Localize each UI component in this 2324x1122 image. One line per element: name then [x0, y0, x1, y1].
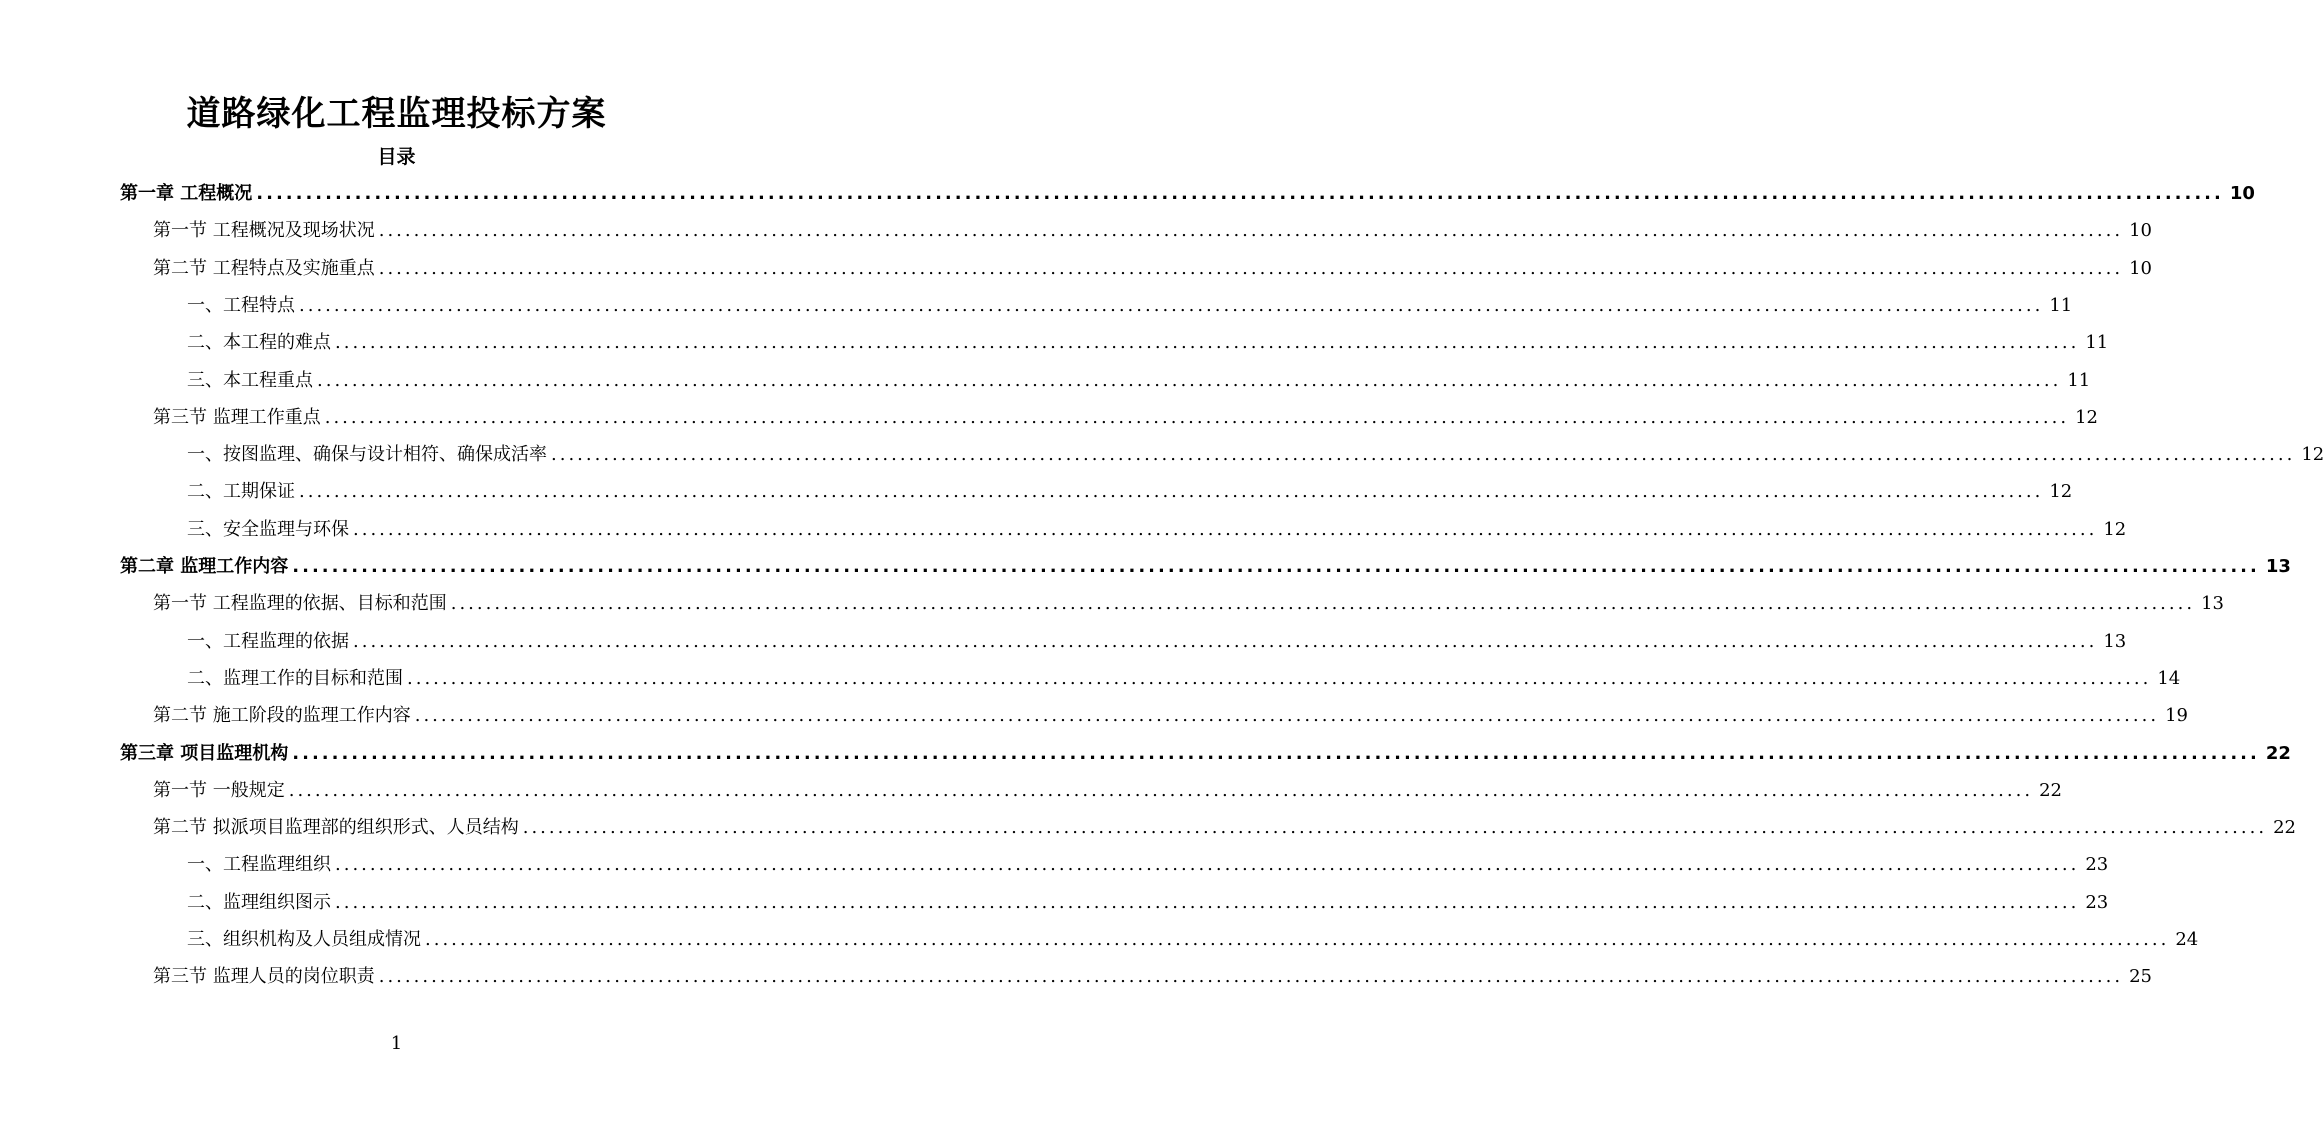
toc-entry-label: 三、组织机构及人员组成情况 — [187, 929, 421, 950]
toc-entry-page: 11 — [2067, 369, 2091, 391]
toc-dot-leader: ........................................................................................................................................................................................................ — [414, 705, 2160, 727]
toc-entry-label: 第一章 工程概况 — [120, 183, 253, 204]
toc-entry-page: 10 — [2229, 183, 2255, 204]
toc-section-entry[interactable] — [153, 399, 2098, 436]
toc-entry-page: 13 — [2265, 556, 2291, 577]
toc-entry-page: 24 — [2175, 929, 2199, 950]
toc-dot-leader: ........................................................................................................................................................................................................ — [299, 481, 2044, 503]
toc-section-entry[interactable] — [153, 212, 2152, 249]
toc-entry-label: 一、工程特点 — [187, 294, 295, 316]
toc-section-entry[interactable] — [153, 958, 2152, 995]
toc-entry-page: 13 — [2103, 630, 2127, 652]
toc-entry-page: 13 — [2201, 593, 2224, 615]
toc-entry-page: 25 — [2129, 966, 2152, 988]
toc-dot-leader: ........................................................................................................................................................................................................ — [353, 518, 2098, 540]
toc-section-entry[interactable] — [153, 585, 2224, 622]
toc-entry-label: 第二章 监理工作内容 — [120, 556, 289, 577]
toc-dot-leader: ........................................................................................................................................................................................................ — [450, 593, 2196, 615]
toc-entry-label: 第三节 监理工作重点 — [153, 406, 321, 428]
toc-section-entry[interactable] — [153, 250, 2152, 287]
toc-subsection-entry[interactable] — [187, 287, 2073, 324]
toc-entry-page: 22 — [2039, 779, 2062, 801]
toc-entry-label: 第一节 工程概况及现场状况 — [153, 220, 375, 242]
page-number: 1 — [390, 1033, 403, 1054]
toc-entry-label: 一、工程监理组织 — [187, 854, 331, 876]
toc-dot-leader: ........................................................................................................................................................................................................ — [353, 630, 2098, 652]
toc-dot-leader: ........................................................................................................................................................................................................ — [288, 779, 2034, 801]
document-title: 道路绿化工程监理投标方案 — [186, 94, 607, 134]
toc-dot-leader: ........................................................................................................................................................................................................ — [378, 966, 2124, 988]
toc-entry-label: 第三章 项目监理机构 — [120, 742, 289, 764]
toc-dot-leader: ........................................................................................................................................................................................................ — [378, 220, 2124, 242]
toc-entry-label: 第一节 一般规定 — [153, 779, 285, 801]
toc-dot-leader: ........................................................................................................................................................................................................ — [256, 183, 2224, 204]
toc-dot-leader: ........................................................................................................................................................................................................ — [407, 667, 2152, 689]
toc-dot-leader: ........................................................................................................................................................................................................ — [292, 556, 2260, 577]
toc-subsection-entry[interactable] — [187, 362, 2091, 399]
toc-entry-label: 第二节 拟派项目监理部的组织形式、人员结构 — [153, 817, 519, 839]
toc-chapter-entry[interactable] — [120, 548, 2291, 585]
toc-dot-leader: ........................................................................................................................................................................................................ — [335, 854, 2080, 876]
toc-section-entry[interactable] — [153, 772, 2062, 809]
toc-chapter-entry[interactable] — [120, 175, 2255, 212]
toc-entry-page: 19 — [2165, 705, 2188, 727]
toc-entry-page: 12 — [2301, 444, 2324, 466]
toc-subsection-entry[interactable] — [187, 660, 2181, 697]
toc-dot-leader: ........................................................................................................................................................................................................ — [522, 817, 2268, 839]
toc-entry-label: 一、按图监理、确保与设计相符、确保成活率 — [187, 444, 547, 466]
toc-entry-label: 第一节 工程监理的依据、目标和范围 — [153, 593, 447, 615]
toc-entry-page: 23 — [2085, 891, 2109, 913]
toc-entry-page: 12 — [2103, 518, 2127, 540]
toc-entry-label: 一、工程监理的依据 — [187, 630, 349, 652]
toc-entry-label: 三、安全监理与环保 — [187, 518, 349, 540]
toc-subsection-entry[interactable] — [187, 884, 2109, 921]
toc-section-entry[interactable] — [153, 697, 2188, 734]
toc-entry-label: 二、监理工作的目标和范围 — [187, 667, 403, 689]
toc-subsection-entry[interactable] — [187, 623, 2127, 660]
toc-subsection-entry[interactable] — [187, 511, 2127, 548]
toc-dot-leader: ........................................................................................................................................................................................................ — [378, 257, 2124, 279]
toc-dot-leader: ........................................................................................................................................................................................................ — [324, 406, 2070, 428]
toc-entry-page: 14 — [2157, 667, 2181, 689]
toc-subsection-entry[interactable] — [187, 473, 2073, 510]
toc-dot-leader: ........................................................................................................................................................................................................ — [317, 369, 2062, 391]
toc-entry-label: 第二节 施工阶段的监理工作内容 — [153, 705, 411, 727]
toc-entry-label: 第二节 工程特点及实施重点 — [153, 257, 375, 279]
toc-entry-page: 10 — [2129, 220, 2152, 242]
toc-entry-label: 第三节 监理人员的岗位职责 — [153, 966, 375, 988]
toc-heading: 目录 — [377, 146, 416, 168]
toc-subsection-entry[interactable] — [187, 436, 2324, 473]
toc-chapter-entry[interactable] — [120, 735, 2291, 772]
toc-subsection-entry[interactable] — [187, 324, 2109, 361]
toc-entry-label: 二、本工程的难点 — [187, 332, 331, 354]
toc-entry-page: 11 — [2085, 332, 2109, 354]
toc-subsection-entry[interactable] — [187, 846, 2109, 883]
toc-entry-page: 23 — [2085, 854, 2109, 876]
toc-dot-leader: ........................................................................................................................................................................................................ — [551, 444, 2296, 466]
toc-dot-leader: ........................................................................................................................................................................................................ — [335, 891, 2080, 913]
toc-subsection-entry[interactable] — [187, 921, 2199, 958]
toc-entry-page: 11 — [2049, 294, 2073, 316]
toc-entry-page: 12 — [2049, 481, 2073, 503]
toc-entry-page: 12 — [2075, 406, 2098, 428]
toc-dot-leader: ........................................................................................................................................................................................................ — [292, 742, 2260, 764]
toc-entry-page: 10 — [2129, 257, 2152, 279]
toc-entry-page: 22 — [2265, 742, 2291, 764]
toc-entry-label: 二、工期保证 — [187, 481, 295, 503]
toc-dot-leader: ........................................................................................................................................................................................................ — [425, 929, 2170, 950]
toc-section-entry[interactable] — [153, 809, 2296, 846]
toc-entry-page: 22 — [2273, 817, 2296, 839]
toc-entry-label: 三、本工程重点 — [187, 369, 313, 391]
toc-entry-label: 二、监理组织图示 — [187, 891, 331, 913]
toc-dot-leader: ........................................................................................................................................................................................................ — [335, 332, 2080, 354]
toc-dot-leader: ........................................................................................................................................................................................................ — [299, 294, 2044, 316]
